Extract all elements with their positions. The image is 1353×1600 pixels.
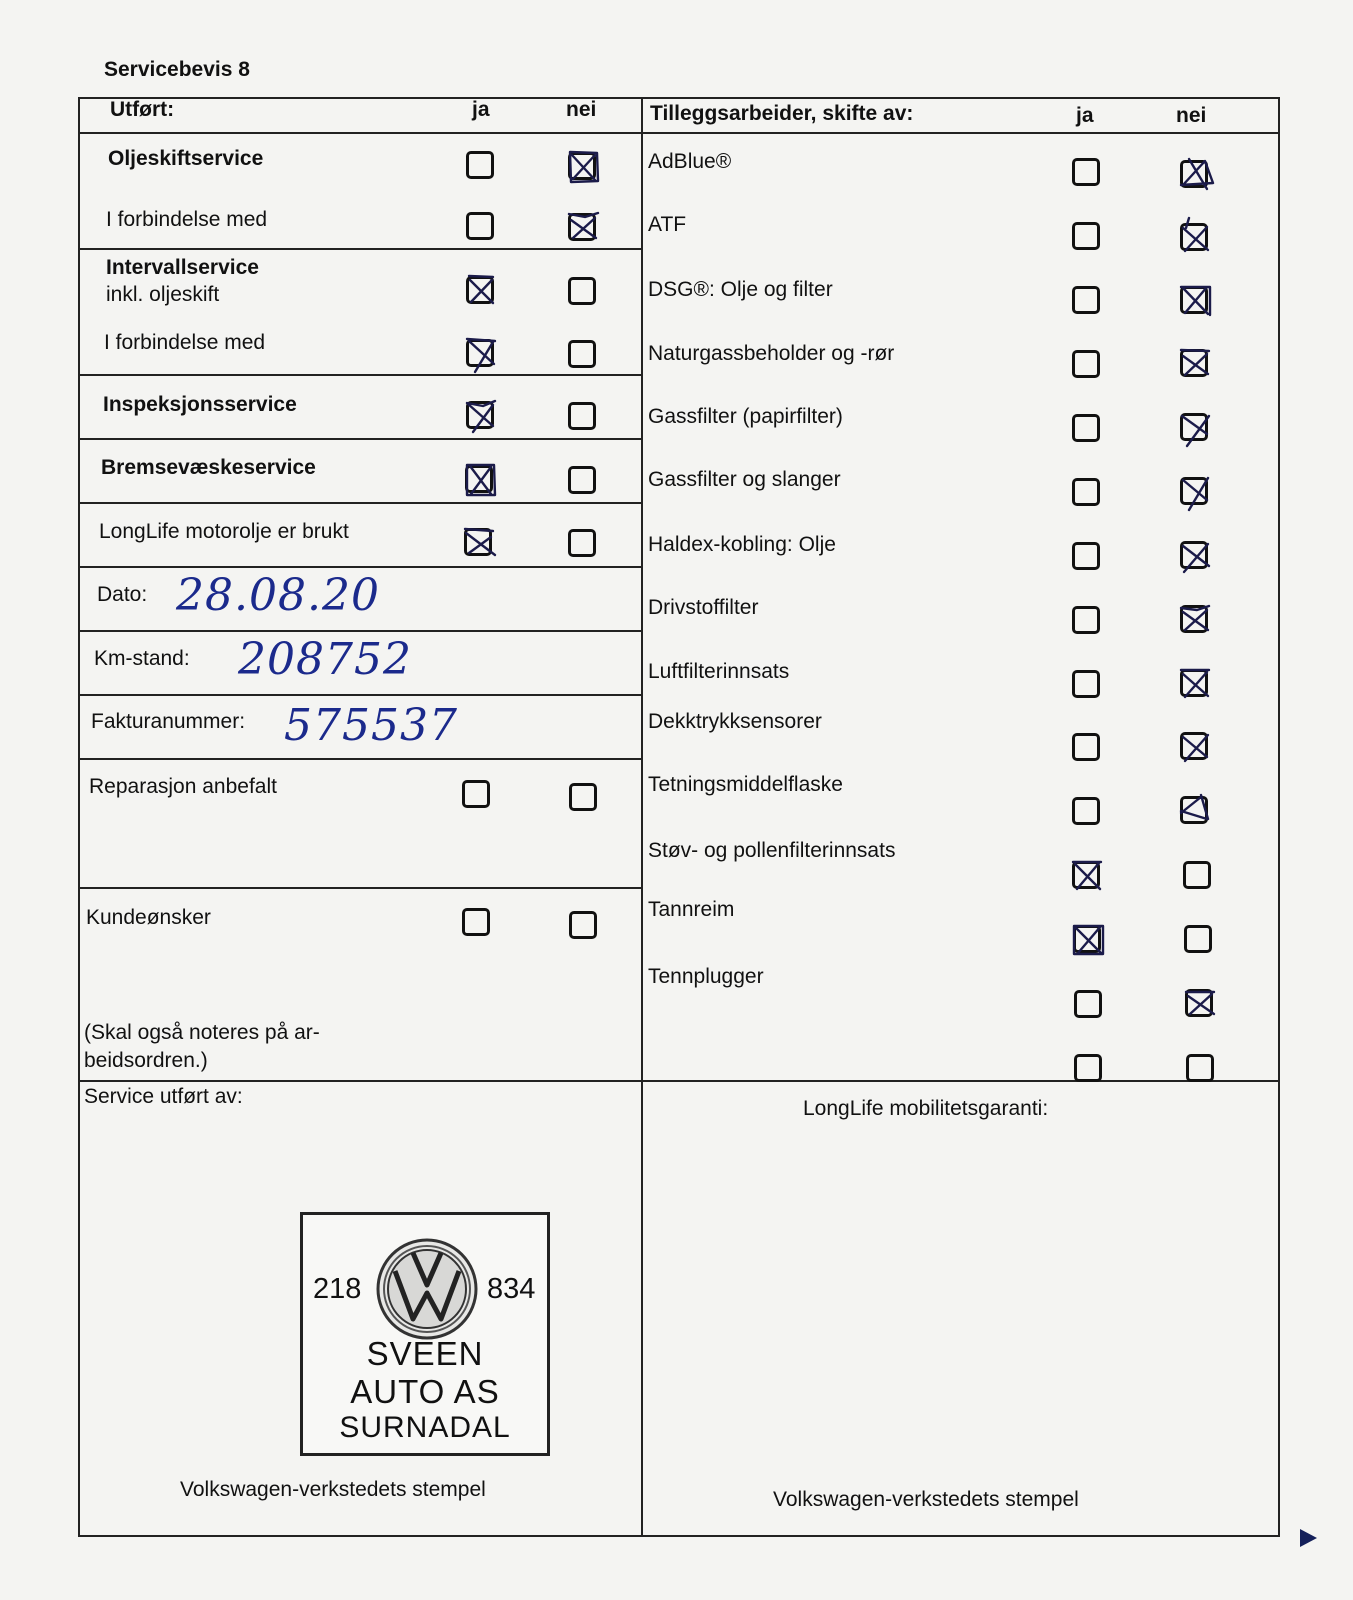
row-label-i-forbindelse-med: I forbindelse med (106, 208, 268, 231)
stamp-line-1: SVEEN (366, 1335, 484, 1372)
checkbox-stov-pollen-ja[interactable] (1072, 861, 1100, 889)
checkbox-bremsevaeske-nei[interactable] (568, 466, 596, 494)
checkbox-longlife-ja[interactable] (464, 528, 492, 556)
checkbox-drivstoffilter-ja[interactable] (1072, 606, 1100, 634)
checkbox-haldex-ja[interactable] (1072, 542, 1100, 570)
field-value-dato[interactable]: 28.08.20 (176, 570, 380, 621)
checkbox-drivstoffilter-nei[interactable] (1180, 605, 1208, 633)
reparasjon-label: Reparasjon anbefalt (89, 775, 277, 798)
checkbox-dekktrykk-nei[interactable] (1180, 732, 1208, 760)
guarantee-label: LongLife mobilitetsgaranti: (803, 1097, 1049, 1120)
checkbox-dsg-nei[interactable] (1180, 286, 1208, 314)
row-label-i-forbindelse-med-2: I forbindelse med (104, 331, 266, 354)
triangle-right-icon[interactable] (1300, 1529, 1317, 1547)
checkbox-oljeskift-nei[interactable] (568, 152, 596, 180)
checkbox-forbindelse1-ja[interactable] (466, 212, 494, 240)
checkbox-reparasjon-ja[interactable] (462, 780, 490, 808)
left-header-nei: nei (566, 98, 597, 121)
row-rule (78, 502, 641, 504)
checkbox-gassfilter-papir-ja[interactable] (1072, 414, 1100, 442)
row-sublabel-inkl-oljeskift: inkl. oljeskift (106, 283, 220, 306)
checkbox-adblue-nei[interactable] (1180, 160, 1208, 188)
row-label-stov-pollen: Støv- og pollenfilterinnsats (648, 839, 896, 862)
stamp-line-3: SURNADAL (339, 1411, 511, 1444)
kunde-note-line2: beidsordren.) (84, 1049, 208, 1072)
checkbox-tannreim-ja[interactable] (1073, 925, 1101, 953)
left-header-ja: ja (472, 98, 490, 121)
checkbox-inspeksjon-nei[interactable] (568, 402, 596, 430)
right-header-label: Tilleggsarbeider, skifte av: (650, 102, 914, 125)
checkbox-kunde-ja[interactable] (462, 908, 490, 936)
checkbox-gassfilter-papir-nei[interactable] (1180, 413, 1208, 441)
checkbox-tetningsmiddel-ja[interactable] (1072, 797, 1100, 825)
row-rule (78, 438, 641, 440)
checkbox-luftfilter-ja[interactable] (1072, 670, 1100, 698)
row-rule (78, 758, 641, 760)
row-label-longlife-motorolje: LongLife motorolje er brukt (99, 520, 349, 543)
checkbox-kunde-nei[interactable] (569, 911, 597, 939)
vw-logo (375, 1237, 479, 1341)
row-rule (78, 694, 641, 696)
row-rule (78, 630, 641, 632)
checkbox-forbindelse2-ja[interactable] (466, 339, 494, 367)
kunde-label: Kundeønsker (86, 906, 211, 929)
row-label-tetningsmiddel: Tetningsmiddelflaske (648, 773, 843, 796)
checkbox-intervall-nei[interactable] (568, 277, 596, 305)
right-header-ja: ja (1076, 104, 1094, 127)
checkbox-tennplugger-ja[interactable] (1074, 990, 1102, 1018)
row-label-atf: ATF (648, 213, 687, 236)
stamp-left-number: 218 (313, 1273, 362, 1305)
checkbox-tennplugger-nei[interactable] (1185, 989, 1213, 1017)
stamp-right-number: 834 (487, 1273, 536, 1305)
right-header-nei: nei (1176, 104, 1207, 127)
checkbox-longlife-nei[interactable] (568, 529, 596, 557)
row-label-adblue: AdBlue® (648, 150, 732, 173)
page-title: Servicebevis 8 (104, 58, 250, 81)
row-rule (78, 248, 641, 250)
checkbox-oljeskift-ja[interactable] (466, 151, 494, 179)
checkbox-tetningsmiddel-nei[interactable] (1180, 796, 1208, 824)
row-label-dsg: DSG®: Olje og filter (648, 278, 833, 301)
checkbox-atf-nei[interactable] (1180, 223, 1208, 251)
left-header-label: Utført: (110, 98, 175, 121)
checkbox-forbindelse1-nei[interactable] (568, 213, 596, 241)
checkbox-intervall-ja[interactable] (466, 276, 494, 304)
checkbox-gassfilter-slanger-nei[interactable] (1180, 477, 1208, 505)
checkbox-inspeksjon-ja[interactable] (466, 401, 494, 429)
checkbox-atf-ja[interactable] (1072, 222, 1100, 250)
right-stamp-caption: Volkswagen-verkstedets stempel (773, 1488, 1079, 1511)
checkbox-blank-nei[interactable] (1186, 1054, 1214, 1082)
field-label-fakturanummer: Fakturanummer: (91, 710, 246, 733)
checkbox-dsg-ja[interactable] (1072, 286, 1100, 314)
checkbox-luftfilter-nei[interactable] (1180, 669, 1208, 697)
row-label-luftfilter: Luftfilterinnsats (648, 660, 790, 683)
column-divider (641, 97, 643, 1537)
row-label-bremsevaeskeservice: Bremsevæskeservice (101, 456, 316, 479)
checkbox-blank-ja[interactable] (1074, 1054, 1102, 1082)
row-label-drivstoffilter: Drivstoffilter (648, 596, 759, 619)
row-label-haldex: Haldex-kobling: Olje (648, 533, 836, 556)
header-rule (78, 132, 1280, 134)
checkbox-dekktrykk-ja[interactable] (1072, 733, 1100, 761)
row-rule (78, 566, 641, 568)
checkbox-tannreim-nei[interactable] (1184, 925, 1212, 953)
checkbox-gassfilter-slanger-ja[interactable] (1072, 478, 1100, 506)
checkbox-bremsevaeske-ja[interactable] (465, 465, 493, 493)
kunde-note-line1: (Skal også noteres på ar- (84, 1021, 320, 1044)
row-label-dekktrykk: Dekktrykksensorer (648, 710, 822, 733)
checkbox-adblue-ja[interactable] (1072, 158, 1100, 186)
stamp-line-2: AUTO AS (350, 1373, 500, 1410)
left-stamp-caption: Volkswagen-verkstedets stempel (180, 1478, 486, 1501)
field-label-km-stand: Km-stand: (94, 647, 190, 670)
field-label-dato: Dato: (97, 583, 148, 606)
row-rule (78, 374, 641, 376)
row-label-inspeksjonsservice: Inspeksjonsservice (103, 393, 297, 416)
row-rule (78, 887, 641, 889)
service-by-label: Service utført av: (84, 1085, 243, 1108)
checkbox-stov-pollen-nei[interactable] (1183, 861, 1211, 889)
row-label-naturgass: Naturgassbeholder og -rør (648, 342, 895, 365)
row-label-tennplugger: Tennplugger (648, 965, 764, 988)
checkbox-naturgass-ja[interactable] (1072, 350, 1100, 378)
field-value-km-stand[interactable]: 208752 (238, 634, 412, 685)
row-label-tannreim: Tannreim (648, 898, 735, 921)
row-label-intervallservice: Intervallservice (106, 256, 259, 279)
checkbox-haldex-nei[interactable] (1180, 541, 1208, 569)
checkbox-naturgass-nei[interactable] (1180, 349, 1208, 377)
row-label-gassfilter-slanger: Gassfilter og slanger (648, 468, 841, 491)
row-label-gassfilter-papir: Gassfilter (papirfilter) (648, 405, 843, 428)
checkbox-reparasjon-nei[interactable] (569, 783, 597, 811)
field-value-fakturanummer[interactable]: 575537 (284, 700, 458, 751)
workshop-stamp (300, 1212, 550, 1456)
row-label-oljeskiftservice: Oljeskiftservice (108, 147, 264, 170)
checkbox-forbindelse2-nei[interactable] (568, 340, 596, 368)
